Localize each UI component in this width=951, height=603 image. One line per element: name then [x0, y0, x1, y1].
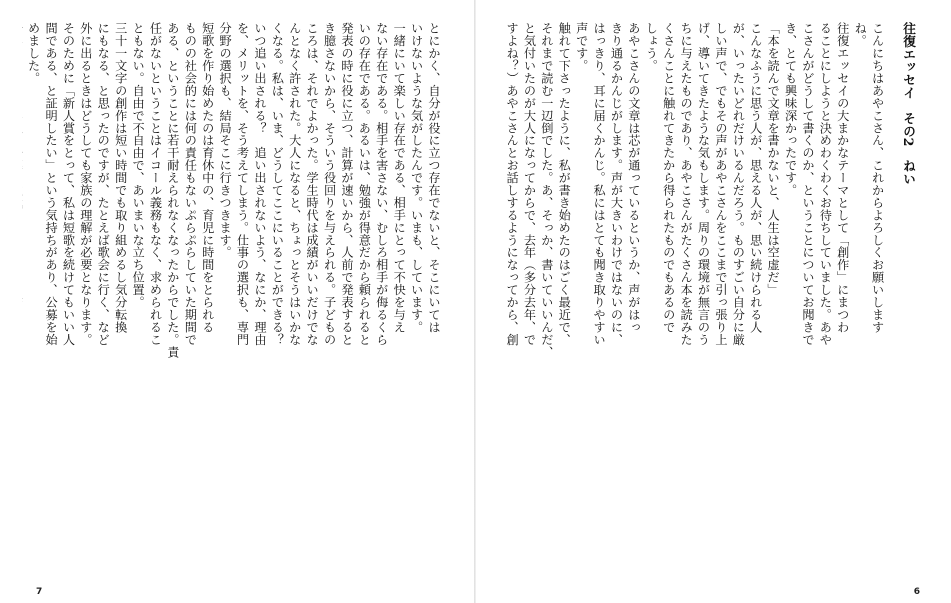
left-page [0, 0, 474, 603]
right-page-body [502, 22, 917, 562]
essay-title: 往復エッセイ その2 ねい [901, 22, 916, 186]
right-page-text: こんにちはあやこさん、これからよろしくお願いします ね。 往復エッセイの大まかなテーマとして「創作」にまつわ ることにしようと決めわくわくお待ちしていました。あや こさんがどうして書くのか、ということについてお聞きで き、とても興味深かったです。 「本を読んで文章を書かないと、人生は空虚だ」 こんなふうに思う人が、思える人が、思い続けられる人 が、いったいどれだけいるんだろう。ものすごい自分に厳 しい声で、でもその声があやこさんをここまで引っ張り上 げ、導いてきたような気もします。周りの環境が無言のう ちに与えたものであり、あやこさんがたくさん本を読みた くさんことに触れてきたから得られたものでもあるので しょう。 あやこさんの文章は芯が通っているというか、声がはっ きり通るかんじがします。声が大きいわけではないのに、 はっきり、耳に届くかんじ。私にはとても聞き取りやすい 声です。 触れて下さったように、私が書き始めたのはごく最近で、 それまで読む一辺倒でした。あ、そっか、書いていいんだ、 と気付いたのが大人になってからで、去年（多分去年、で すよね？）あやこさんとお話しするようになってから、創 [505, 22, 885, 358]
right-page-number: 6 [913, 587, 920, 597]
left-page-body [22, 22, 442, 562]
right-page [476, 0, 950, 603]
left-page-number: 7 [36, 587, 43, 597]
left-page-text: とにかく、自分が役に立つ存在でないと、そこにいては いけないような気がしたんです。いまも、しています。 一緒にいて楽しい存在である、相手にとって不快を与え ない存在である。相手を害さない、むしろ相手が侮るくら いの存在である。あるいは、勉強が得意だから頼られると 発表の時に役に立つ、計算が速いから、人前で発表すると き臆さないから、そういう役回りを与えられる。子どもの ころは、それでよかった。学生時代は成績がいいだけでな んとなく許された。大人になると、ちょっとそうはいかな くなる。私は、いま、どうしてここにいることができる？ いつ追い出される？ 追い出されないよう、なにか、理由 を、メリットを、そう考えてしまう。仕事の選択も、専門 分野の選択も、結局そこに行きつきます。 短歌を作り始めたのは育休中の、育児に時間をとられる ものの社会的には何の責任もないぷらぷらしていた期間で ある、ということに若干耐えられなくなったからでした。責 任がないということはイコール義務もなく、求められるこ ともない。自由で不自由で、あいまいな立ち位置。 三十一文字の創作は短い時間でも取り組めるし気分転換 にもなる、と思ったのですが、たとえば歌会に行く、など 外に出るときはどうしても家族の理解が必要となります。 そのために「新人賞をとって、私は短歌を続けてもいい人 間である、と証明したい」という気持ちがあり、公募を始 めました。 [26, 22, 441, 358]
